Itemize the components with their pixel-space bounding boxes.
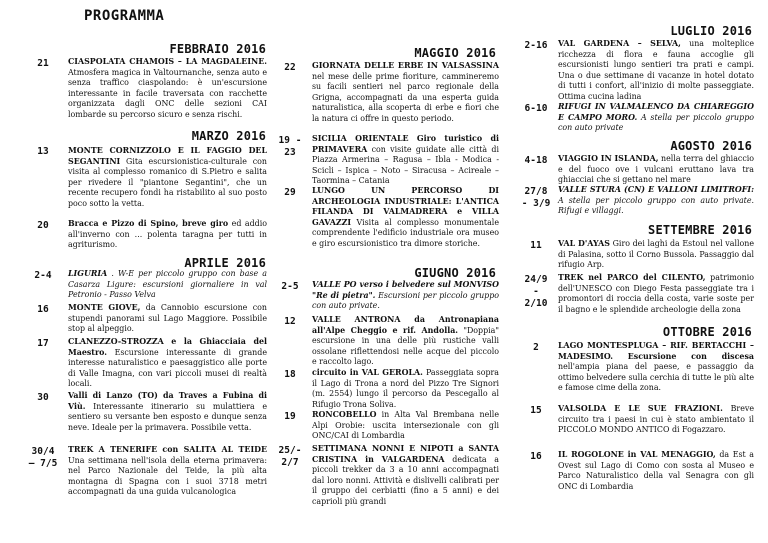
entry-date: 16 <box>37 304 49 315</box>
entry-title: MONTE CORNIZZOLO E IL FAGGIO DEL SEGANTINI <box>68 146 267 166</box>
entry-date: 22 <box>284 62 296 73</box>
month-heading-ott: OTTOBRE 2016 <box>662 325 752 339</box>
entry-title: VALLE ANTRONA da Antronapiana all'Alpe Cheggio e rif. Andolla. <box>312 315 499 335</box>
entry-date: 18 <box>284 369 296 380</box>
entry-title: VAL GARDENA – SELVA, <box>558 39 681 48</box>
entry-date: 19 - 23 <box>278 135 302 158</box>
entry-date: 4-18 <box>524 155 548 166</box>
entry-valle-antrona <box>312 315 499 368</box>
entry-text: con visite guidate alle città di Piazza Armerina – Ragusa – Ibla - Modica - Scicli – Ispica – Noto – Siracusa – Acireale – Taormina – Catania <box>312 144 499 185</box>
entry-text: nell'ampia piana del paese, e passaggio da ottimo belvedere sulla cerchia di tutte le più alte e famose cime della zona. <box>558 362 754 392</box>
entry-nonni-nipoti <box>312 444 499 507</box>
entry-date: 30 <box>37 392 49 403</box>
entry-title: Bracca e Pizzo di Spino, breve giro <box>68 219 229 228</box>
entry-title: LUNGO UN PERCORSO DI ARCHEOLOGIA INDUSTRIALE: L'ANTICA FILANDA DI VALMADRERA e VILLA GAVAZZI <box>312 186 499 227</box>
entry-text: patrimonio dell'UNESCO con Diego Festa passeggiate tra i promontori di roccia della costa, varie soste per il bagno e le splendide archeologie della zona <box>558 273 754 314</box>
entry-bracca <box>68 219 267 251</box>
month-heading-apr: APRILE 2016 <box>184 256 266 270</box>
entry-title: circuito in VAL GEROLA. <box>312 368 423 377</box>
month-heading-mag: MAGGIO 2016 <box>414 46 496 60</box>
entry-val-gerola <box>312 368 499 410</box>
entry-date: 24/9 - 2/10 <box>524 274 548 309</box>
entry-text: "Doppia" escursione in una delle più rustiche valli ossolane riflettendosi nelle acque del piccolo e raccolto lago. <box>312 325 499 366</box>
entry-islanda <box>558 154 754 186</box>
entry-filanda <box>312 186 499 249</box>
entry-title: TREK A TENERIFE con SALITA AL TEIDE <box>68 445 267 454</box>
entry-date: 27/8 - 3/9 <box>521 186 551 209</box>
entry-date: 17 <box>37 338 49 349</box>
entry-title: Valli di Lanzo (TO) da Traves a Fubina di Viù. <box>68 391 267 411</box>
entry-ciaspolata <box>68 57 267 120</box>
entry-title: LIGURIA <box>68 269 108 278</box>
entry-title: RIFUGI IN VALMALENCO DA CHIAREGGIO E CAMPO MORO. <box>558 102 754 122</box>
entry-title: VAL D'AYAS <box>558 239 610 248</box>
entry-text: Gita escursionistica-culturale con visita al complesso romanico di S.Pietro e salita per rivedere il "piantone Segantini", che un recente recupero fondi ha ristabilito al suo posto poco sotto la vetta. <box>68 156 267 208</box>
entry-cornizzolo <box>68 146 267 209</box>
entry-text: nel mese delle prime fioriture, cammineremo su facili sentieri nel parco regionale della Grigna, accompagnati da una esperta guida naturalistica, alla scoperta di erbe e fiori che la natura ci offre in questo periodo. <box>312 71 499 123</box>
entry-date: 2-4 <box>34 270 52 281</box>
entry-val-gardena <box>558 39 754 102</box>
entry-text: nella terra del ghiaccio e del fuoco ove i vulcani eruttano lava tra ghiacciai che si gettano nel mare <box>558 154 755 184</box>
entry-text: in Alta Val Brembana nelle Alpi Orobie: uscita intersezionale con gli ONC/CAI di Lombardia <box>312 410 499 440</box>
entry-date: 2-5 <box>281 281 299 292</box>
entry-erbe-valsassina <box>312 61 499 124</box>
entry-text: da Cannobio escursione con stupendi panorami sul Lago Maggiore. Possibile stop al alpeggio. <box>68 303 267 333</box>
entry-date: 21 <box>37 58 49 69</box>
entry-title: SICILIA ORIENTALE Giro turistico di PRIMAVERA <box>312 134 499 154</box>
entry-valle-po <box>312 280 499 312</box>
entry-rogolone <box>558 450 754 492</box>
entry-title: RONCOBELLO <box>312 410 377 419</box>
entry-text: Giro dei laghi da Estoul nel vallone di Palasina, sotto il Corno Bussola. Passaggio dal rifugio Arp. <box>558 239 754 269</box>
entry-clanezzo <box>68 337 267 390</box>
entry-text: Atmosfera magica in Valtournanche, senza auto e senza traffico ciaspolando: è un'escursione interessante in facile traversata con racchette organizzata dagli ONC delle sezioni CAI lombarde su percorso sicuro e senza rischi. <box>68 67 267 119</box>
entry-title: VALLE PO verso i belvedere sul MONVISO "Re di pietra". <box>312 280 499 300</box>
entry-text: ed addio all'inverno con ... polenta taragna per tutti in agriturismo. <box>68 219 267 249</box>
month-heading-ago: AGOSTO 2016 <box>670 139 752 153</box>
entry-val-ayas <box>558 239 754 271</box>
entry-title: VALLE STURA (CN) E VALLONI LIMITROFI: <box>558 185 754 194</box>
entry-date: 25/- 2/7 <box>278 445 302 468</box>
entry-date: 15 <box>530 405 542 416</box>
entry-title: VIAGGIO IN ISLANDA, <box>558 154 659 163</box>
entry-title: LAGO MONTESPLUGA – RIF. BERTACCHI – MADESIMO. Escursione con discesa <box>558 341 754 361</box>
entry-roncobello <box>312 410 499 442</box>
entry-text: una molteplice ricchezza di flora e fauna accoglie gli escursionisti lungo sentieri tra prati e campi. Una o due settimane di vacanze in hotel dotato di tutti i confort, all'inizio di molte passeggiate. Ottima cucina ladina <box>558 39 754 101</box>
entry-date: 19 <box>284 411 296 422</box>
month-heading-lug: LUGLIO 2016 <box>670 24 752 38</box>
entry-text: Interessante itinerario su mulattiera e sentiero su versante ben esposto e dunque senza neve. Ideale per la primavera. Possibile vetta. <box>68 401 267 432</box>
entry-title: TREK nel PARCO del CILENTO, <box>558 273 706 282</box>
entry-valli-lanzo <box>68 391 267 433</box>
entry-title: SETTIMANA NONNI E NIPOTI a SANTA CRISTINA in VALGARDENA <box>312 444 499 464</box>
entry-date: 2 <box>533 342 539 353</box>
entry-valmalenco <box>558 102 754 134</box>
month-heading-mar: MARZO 2016 <box>191 129 266 143</box>
entry-text: A stella per piccolo gruppo con auto private. Rifugi e villaggi. <box>558 195 754 215</box>
entry-text: Visita al complesso monumentale comprendente l'edificio industriale ora museo e giro escursionistico tra dimore storiche. <box>312 217 499 248</box>
entry-liguria <box>68 269 267 301</box>
entry-date: 2-16 <box>524 40 548 51</box>
entry-title: CLANEZZO-STROZZA e la Ghiacciaia del Maestro. <box>68 337 267 357</box>
entry-date: 30/4 – 7/5 <box>28 446 58 469</box>
entry-date: 13 <box>37 146 49 157</box>
entry-tenerife <box>68 445 267 498</box>
entry-valle-stura <box>558 185 754 217</box>
entry-text: . W-E per piccolo gruppo con base a Casarza Ligure: escursioni giornaliere in val Petronio - Passo Velva <box>68 269 267 299</box>
entry-date: 6-10 <box>524 103 548 114</box>
program-title: PROGRAMMA <box>84 8 165 24</box>
entry-title: IL ROGOLONE in VAL MENAGGIO, <box>558 450 716 459</box>
entry-text: Una settimana nell'isola della eterna primavera: nel Parco Nazionale del Teide, la più alta montagna di Spagna con i suoi 3718 metri accompagnati da una guida vulcanologica <box>68 455 267 496</box>
entry-title: CIASPOLATA CHAMOIS – LA MAGDALEINE. <box>68 57 267 66</box>
entry-title: GIORNATA DELLE ERBE IN VALSASSINA <box>312 61 499 70</box>
entry-date: 11 <box>530 240 542 251</box>
entry-montespluga <box>558 341 754 394</box>
entry-date: 12 <box>284 316 296 327</box>
month-heading-giu: GIUGNO 2016 <box>414 266 496 280</box>
entry-cilento <box>558 273 754 315</box>
entry-text: Breve circuito tra i paesi in cui è stato ambientato il PICCOLO MONDO ANTICO di Fogazzaro. <box>558 404 754 434</box>
entry-monte-giove <box>68 303 267 335</box>
entry-valsolda <box>558 404 754 436</box>
entry-date: 16 <box>530 451 542 462</box>
entry-text: Escursioni per piccolo gruppo con auto private. <box>312 290 500 310</box>
entry-title: VALSOLDA E LE SUE FRAZIONI. <box>558 404 723 413</box>
entry-text: dedicata a piccoli trekker da 3 a 10 anni accompagnati dal loro nonni. Attività e dislivelli calibrati per il gruppo dei cerbiatti (fino a 5 anni) e dei caprioli più grandi <box>312 454 499 506</box>
month-heading-feb: FEBBRAIO 2016 <box>169 42 266 56</box>
entry-text: Escursione interessante di grande interesse naturalistico e paesaggistico alle porte di Valle Imagna, con vari piccoli musei di realtà locali. <box>68 347 267 388</box>
entry-date: 20 <box>37 220 49 231</box>
entry-sicilia <box>312 134 499 187</box>
entry-title: MONTE GIOVE, <box>68 303 141 312</box>
month-heading-set: SETTEMBRE 2016 <box>648 223 752 237</box>
entry-date: 29 <box>284 187 296 198</box>
entry-text: Passeggiata sopra il Lago di Trona a nord del Pizzo Tre Signori (m. 2554) lungo il percorso da Pescegallo al Rifugio Trona Soliva. <box>312 368 499 409</box>
entry-text: da Est a Ovest sul Lago di Como con sosta al Museo e Parco Naturalistico della val Senagra con gli ONC di Lombardia <box>558 450 755 491</box>
entry-text: A stella per piccolo gruppo con auto private <box>558 112 754 132</box>
